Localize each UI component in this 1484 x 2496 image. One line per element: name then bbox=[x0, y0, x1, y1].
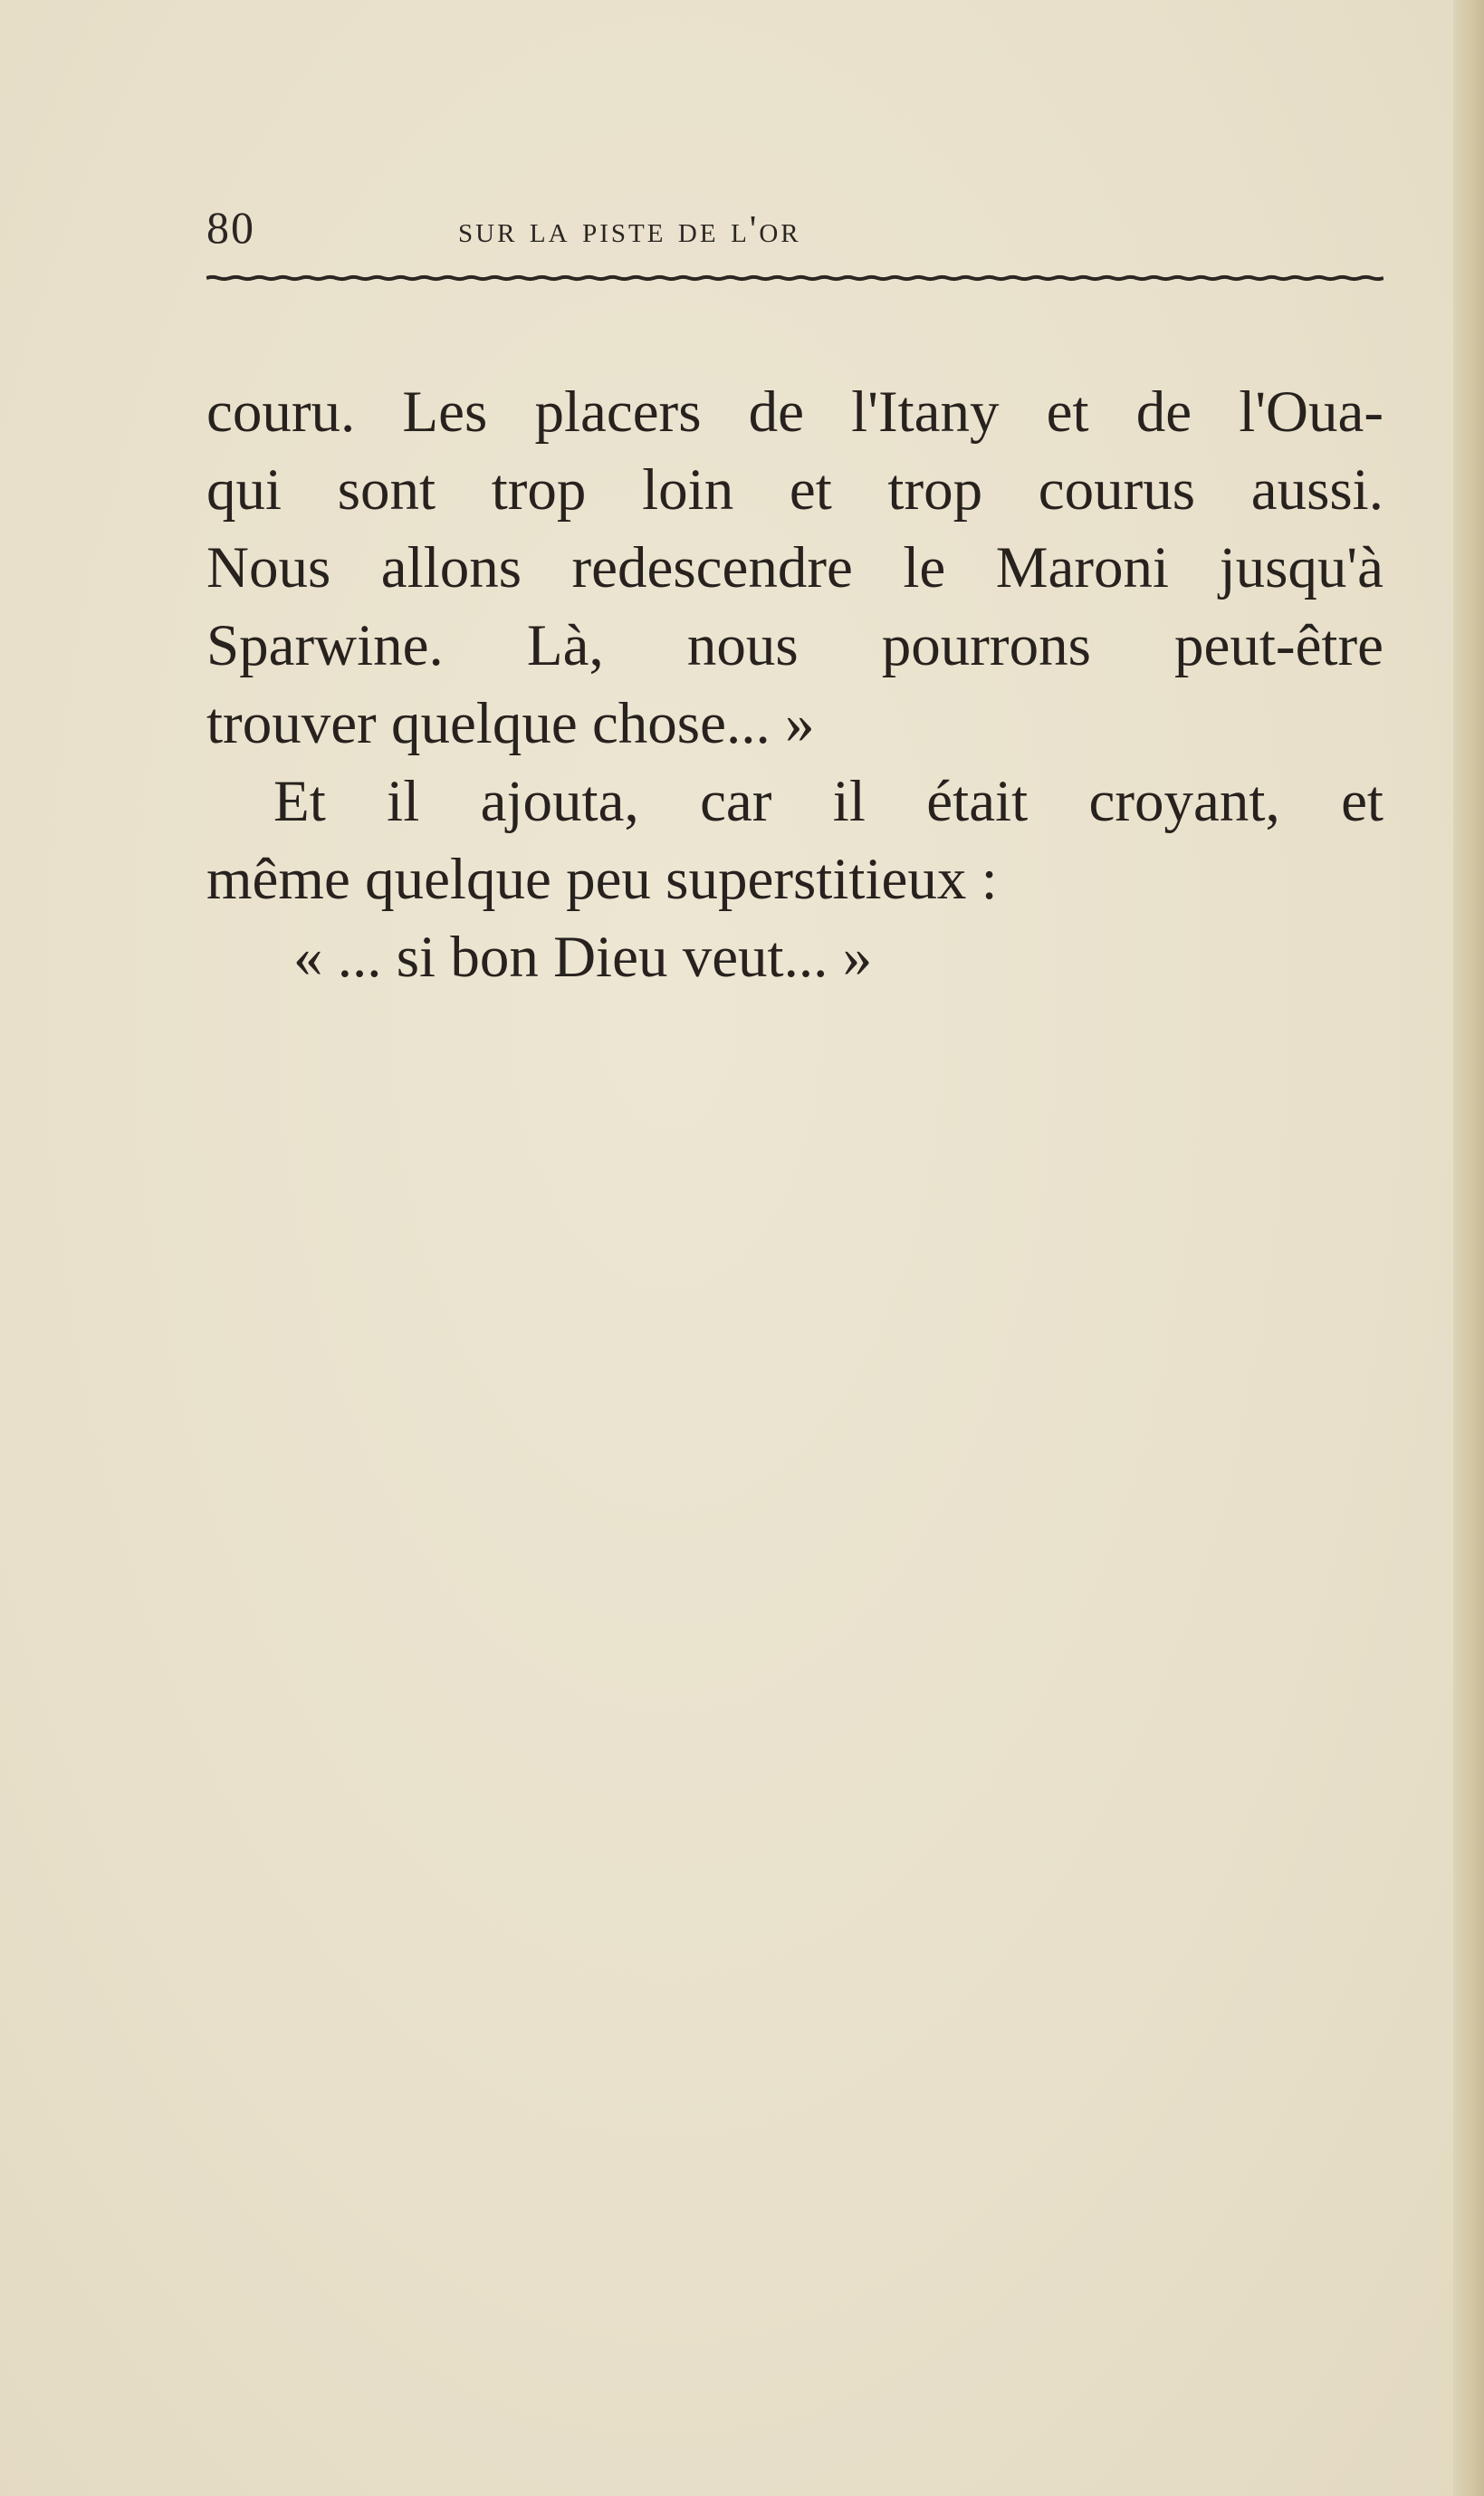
running-title: sur la piste de l'or bbox=[458, 209, 801, 251]
decorative-wavy-rule bbox=[206, 272, 1383, 284]
page-edge-shadow bbox=[1453, 0, 1484, 2496]
text-line-4: Sparwine. Là, nous pourrons peut-être bbox=[206, 613, 1383, 678]
page-number: 80 bbox=[206, 202, 255, 253]
text-line-1: couru. Les placers de l'Itany et de l'Oua- bbox=[206, 379, 1383, 445]
text-line-7: même quelque peu superstitieux : bbox=[206, 847, 998, 912]
body-text bbox=[206, 373, 1383, 996]
running-head bbox=[206, 201, 1383, 264]
text-line-3: Nous allons redescendre le Maroni jusqu'à bbox=[206, 535, 1383, 600]
text-line-6: Et il ajouta, car il était croyant, et bbox=[273, 769, 1383, 834]
text-line-8: « ... si bon Dieu veut... » bbox=[293, 925, 873, 990]
text-line-5: trouver quelque chose... » bbox=[206, 691, 815, 756]
text-line-2: qui sont trop loin et trop courus aussi. bbox=[206, 457, 1383, 523]
